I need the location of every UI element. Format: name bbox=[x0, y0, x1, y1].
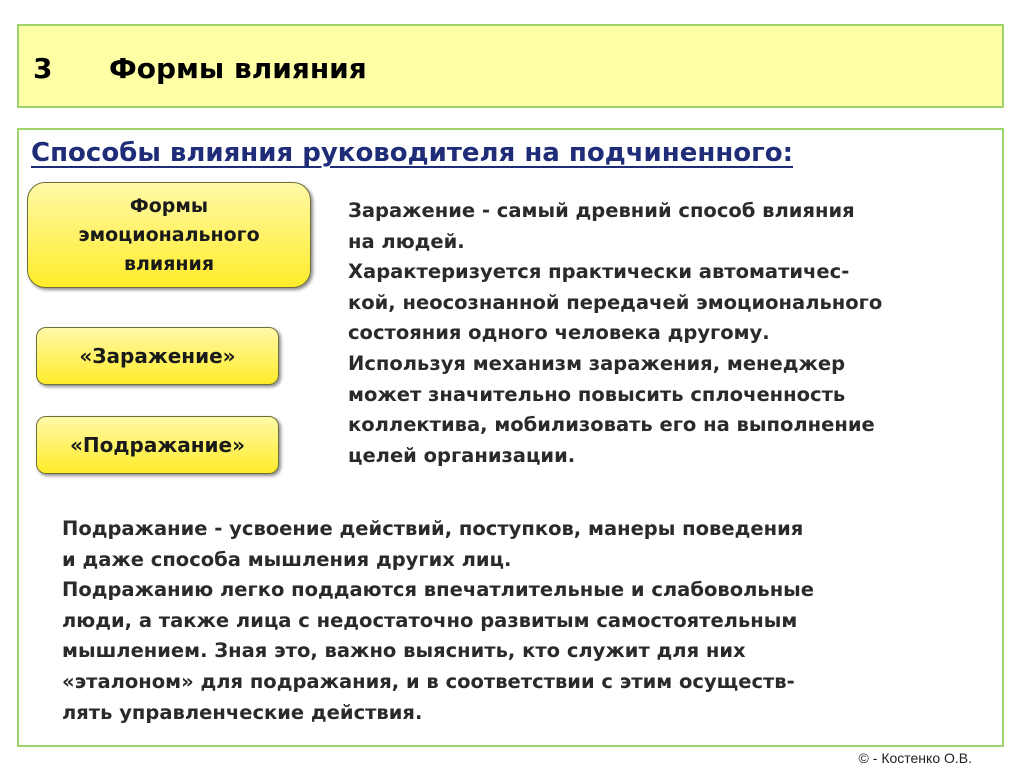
text-line: Подражание - усвоение действий, поступков, манеры поведения bbox=[62, 517, 804, 540]
contagion-label: «Заражение» bbox=[79, 344, 236, 368]
imitation-box bbox=[36, 416, 279, 474]
text-line: «эталоном» для подражания, и в соответствии с этим осуществ- bbox=[62, 669, 795, 693]
text-line: коллектива, мобилизовать его на выполнение bbox=[348, 413, 875, 437]
text-line: кой, неосознанной передачей эмоционального bbox=[348, 290, 883, 314]
slide-header bbox=[17, 24, 1004, 108]
imitation-label: «Подражание» bbox=[69, 433, 246, 457]
forms-box-line: Формы bbox=[129, 194, 209, 217]
forms-box-line: влияния bbox=[123, 252, 215, 275]
copyright-icon: © bbox=[858, 750, 869, 766]
text-line: лять управленческие действия. bbox=[62, 700, 423, 724]
emotional-influence-box bbox=[27, 182, 311, 288]
contagion-box bbox=[36, 327, 279, 385]
forms-box-line: эмоционального bbox=[78, 223, 260, 246]
section-number: 3 bbox=[33, 52, 53, 85]
text-line: может значительно повысить сплоченность bbox=[348, 382, 846, 406]
text-line: мышлением. Зная это, важно выяснить, кто служит для них bbox=[62, 639, 746, 663]
copyright-footer bbox=[858, 750, 972, 766]
slide-title: Формы влияния bbox=[109, 52, 367, 85]
imitation-description bbox=[62, 514, 814, 728]
text-line: Используя механизм заражения, менеджер bbox=[348, 351, 846, 375]
text-line: Характеризуется практически автоматичес- bbox=[348, 260, 850, 284]
slide-subtitle: Способы влияния руководителя на подчиненного: bbox=[31, 138, 794, 168]
text-line: целей организации. bbox=[348, 443, 576, 467]
text-line: Заражение - самый древний способ влияния bbox=[348, 199, 855, 222]
content-panel bbox=[17, 128, 1004, 747]
author-credit: - Костенко О.В. bbox=[872, 750, 972, 766]
text-line: на людей. bbox=[348, 229, 465, 253]
text-line: Подражанию легко поддаются впечатлительные и слабовольные bbox=[62, 578, 815, 602]
text-line: состояния одного человека другому. bbox=[348, 321, 770, 345]
text-line: и даже способа мышления других лиц. bbox=[62, 547, 512, 571]
contagion-description bbox=[348, 196, 882, 471]
text-line: люди, а также лица с недостаточно развитым самостоятельным bbox=[62, 608, 798, 632]
